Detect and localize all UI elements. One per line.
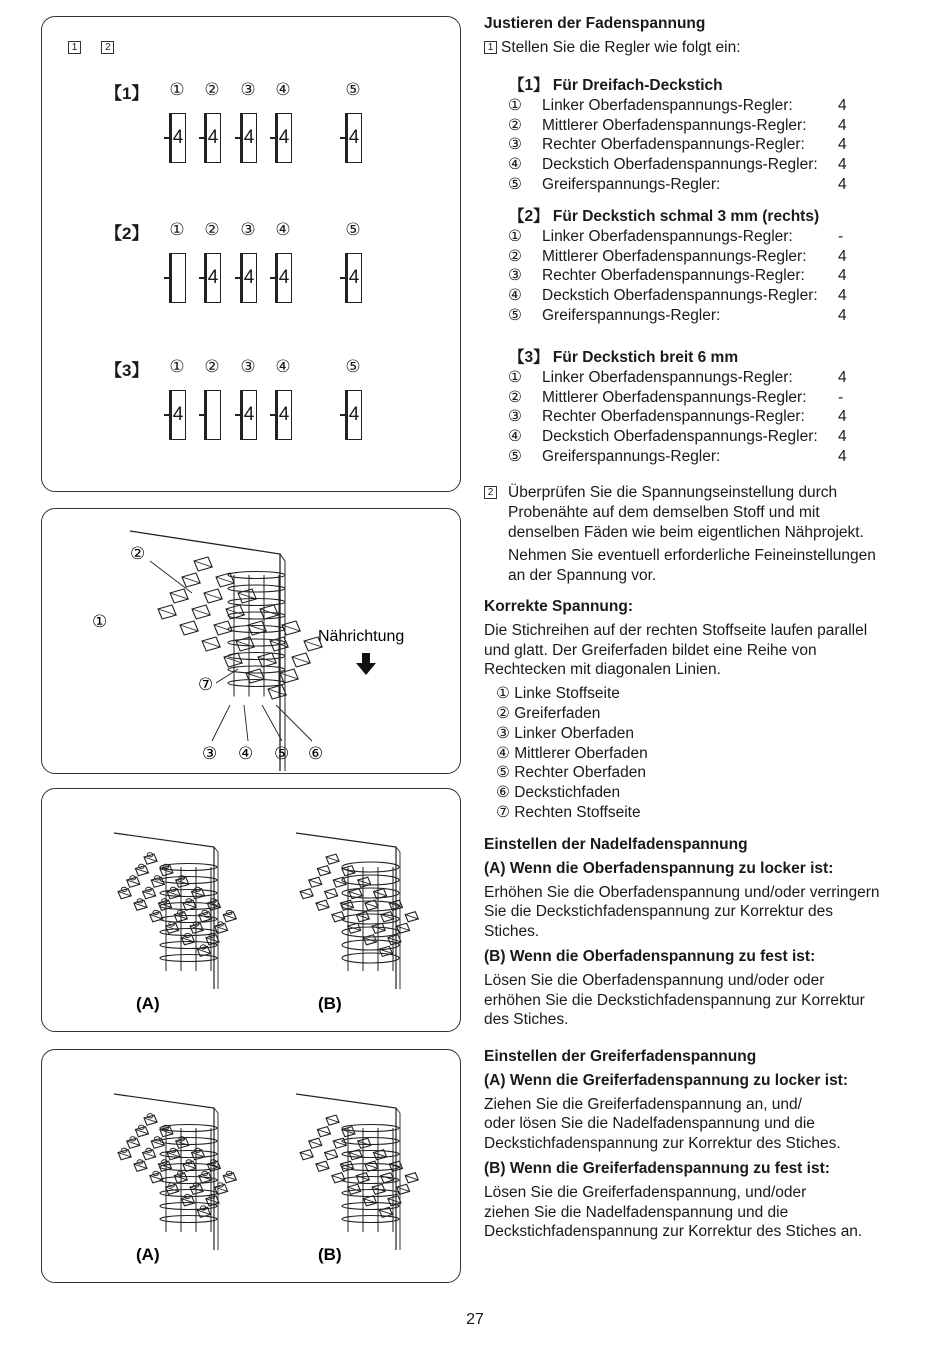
dial-value: 4 xyxy=(838,267,847,285)
needle-tension-diagrams xyxy=(42,789,461,1032)
dial-number: ① xyxy=(508,368,522,386)
stitch-diagram-panel xyxy=(41,508,461,774)
dial-setting-line xyxy=(484,427,914,447)
dial-name: Mittlerer Oberfadenspannungs-Regler: xyxy=(542,247,807,265)
dial-setting-row xyxy=(42,219,461,329)
dial-setting-line xyxy=(484,135,914,155)
step-markers xyxy=(68,39,118,57)
tension-dial xyxy=(194,79,230,163)
dial-setting-line xyxy=(484,175,914,195)
dial-window xyxy=(240,113,257,163)
looper-a-line: Deckstichfadenspannung zur Korrektur des Stiches. xyxy=(484,1135,841,1153)
correct-tension-section xyxy=(484,597,914,823)
looper-heading: Einstellen der Greiferfadenspannung xyxy=(484,1048,757,1065)
step-marker-1: 1 xyxy=(68,41,81,54)
needle-a-line: Sie die Deckstichfadenspannung zur Korrektur des xyxy=(484,903,833,921)
tension-dial xyxy=(159,356,195,440)
dial-value: 4 xyxy=(207,267,219,288)
legend-item: ⑥ Deckstichfaden xyxy=(496,784,621,802)
dial-setting-line xyxy=(484,407,914,427)
dial-indicator-mark xyxy=(235,414,241,416)
dial-indicator-mark xyxy=(164,414,170,416)
needle-b-heading: (B) Wenn die Oberfadenspannung zu fest ist: xyxy=(484,947,816,965)
dial-setting-row xyxy=(42,79,461,189)
cover-loop xyxy=(228,626,285,633)
dial-indicator-mark xyxy=(340,277,346,279)
cover-loop xyxy=(228,680,285,687)
dial-setting-line xyxy=(484,447,914,467)
step-marker-2: 2 xyxy=(101,41,114,54)
looper-tension-section xyxy=(484,1047,914,1242)
dial-name: Linker Oberfadenspannungs-Regler: xyxy=(542,227,793,245)
dial-number: ④ xyxy=(508,156,522,174)
cover-loop xyxy=(342,1216,399,1223)
looper-tension-panel xyxy=(41,1049,461,1283)
cover-loop xyxy=(228,585,285,592)
tension-dial xyxy=(335,79,371,163)
fabric-fold xyxy=(130,531,280,771)
correct-line: und glatt. Der Greiferfaden bildet eine Reihe von xyxy=(484,641,817,659)
tension-dial xyxy=(230,219,266,303)
looper-b-heading: (B) Wenn die Greiferfadenspannung zu fest ist: xyxy=(484,1159,830,1177)
dial-name: Linker Oberfadenspannungs-Regler: xyxy=(542,96,793,114)
dial-window xyxy=(345,390,362,440)
dial-name: Greiferspannungs-Regler: xyxy=(542,447,721,465)
dial-row-label: 【1】 xyxy=(105,84,149,103)
page-number: 27 xyxy=(466,1311,484,1328)
dial-value: 4 xyxy=(278,404,290,425)
dial-number: ③ xyxy=(508,267,522,285)
down-arrow-icon xyxy=(356,653,376,675)
dial-indicator-mark xyxy=(270,277,276,279)
dial-value: 4 xyxy=(243,267,255,288)
dial-name: Greiferspannungs-Regler: xyxy=(542,306,721,324)
dial-setting-line xyxy=(484,116,914,136)
cover-loop xyxy=(342,914,399,924)
dial-setting-line xyxy=(484,306,914,326)
dial-window xyxy=(275,390,292,440)
dial-value: 4 xyxy=(838,156,847,174)
looper-tension-diagrams xyxy=(42,1050,461,1283)
cover-loop xyxy=(342,888,399,898)
tension-dial xyxy=(265,219,301,303)
cover-loop xyxy=(228,572,285,579)
dial-number: ② xyxy=(508,388,522,406)
needle-tension-diagram-a xyxy=(114,833,236,989)
dial-number: ② xyxy=(204,220,220,239)
dial-value: 4 xyxy=(172,404,184,425)
needle-tension-diagram-b xyxy=(296,833,418,989)
tension-dial xyxy=(335,356,371,440)
dial-value: - xyxy=(838,388,844,406)
settings-heading: 【3】 Für Deckstich breit 6 mm xyxy=(509,349,739,366)
legend-item: ② Greiferfaden xyxy=(496,704,601,722)
looper-b-line: Deckstichfadenspannung zur Korrektur des Stiches an. xyxy=(484,1223,863,1241)
dial-number: ⑤ xyxy=(345,80,361,99)
settings-block-2 xyxy=(484,207,914,326)
dial-number: ① xyxy=(508,227,522,245)
dial-name: Deckstich Oberfadenspannungs-Regler: xyxy=(542,428,818,446)
looper-tension-diagram-b xyxy=(296,1094,418,1250)
dial-value: 4 xyxy=(838,175,847,193)
dial-name: Deckstich Oberfadenspannungs-Regler: xyxy=(542,287,818,305)
dial-number: ③ xyxy=(240,357,256,376)
dial-indicator-mark xyxy=(199,277,205,279)
legend-item: ① Linke Stoffseite xyxy=(496,685,620,703)
fabric-fold xyxy=(296,1094,396,1250)
needle-label-a: (A) xyxy=(136,994,160,1013)
dial-value: 4 xyxy=(838,306,847,324)
dial-setting-line xyxy=(484,286,914,306)
dial-setting-line xyxy=(484,227,914,247)
instructions-column xyxy=(484,14,914,58)
dial-number: ④ xyxy=(275,357,291,376)
dial-setting-line xyxy=(484,96,914,116)
looper-label-a: (A) xyxy=(136,1245,160,1264)
dial-indicator-mark xyxy=(270,414,276,416)
dial-number: ⑤ xyxy=(345,220,361,239)
cover-loop xyxy=(228,599,285,606)
fabric-fold xyxy=(114,833,214,989)
dial-window xyxy=(345,113,362,163)
dial-value: 4 xyxy=(278,127,290,148)
looper-label-b: (B) xyxy=(318,1245,342,1264)
dial-number: ② xyxy=(508,116,522,134)
dial-number: ③ xyxy=(240,80,256,99)
dial-number: ④ xyxy=(275,220,291,239)
dial-row-label: 【2】 xyxy=(105,224,149,243)
needle-a-line: Erhöhen Sie die Oberfadenspannung und/oder verringern xyxy=(484,883,880,901)
dial-window xyxy=(275,113,292,163)
dial-name: Mittlerer Oberfadenspannungs-Regler: xyxy=(542,116,807,134)
dial-window xyxy=(345,253,362,303)
dial-number: ② xyxy=(204,357,220,376)
cover-loop xyxy=(228,653,285,660)
dial-window xyxy=(240,253,257,303)
settings-block-1 xyxy=(484,76,914,195)
dial-row-label: 【3】 xyxy=(105,361,149,380)
looper-a-line: Ziehen Sie die Greiferfadenspannung an, und/ xyxy=(484,1095,802,1113)
step-2 xyxy=(484,483,914,586)
dial-window xyxy=(240,390,257,440)
needle-b-line: erhöhen Sie die Deckstichfadenspannung zur Korrektur xyxy=(484,991,865,1009)
tension-dial xyxy=(230,356,266,440)
cover-loop xyxy=(342,1151,399,1158)
dial-value: - xyxy=(838,227,844,245)
cover-loop xyxy=(160,955,217,962)
dial-value: 4 xyxy=(838,428,847,446)
dial-number: ① xyxy=(169,220,185,239)
dial-name: Rechter Oberfadenspannungs-Regler: xyxy=(542,267,805,285)
dial-indicator-mark xyxy=(164,137,170,139)
settings-heading: 【2】 Für Deckstich schmal 3 mm (rechts) xyxy=(509,208,820,225)
cover-loop xyxy=(342,1125,399,1132)
step-2-line: denselben Fäden wie beim eigentlichen Nähprojekt. xyxy=(508,523,864,541)
dial-number: ③ xyxy=(240,220,256,239)
tension-dial xyxy=(230,79,266,163)
needle-a-line: Stiches. xyxy=(484,923,540,941)
tension-dial xyxy=(335,219,371,303)
dial-setting-line xyxy=(484,388,914,408)
dial-number: ① xyxy=(169,80,185,99)
tension-dial xyxy=(159,219,195,303)
dial-setting-row xyxy=(42,356,461,466)
dial-number: ④ xyxy=(508,428,522,446)
tension-dial xyxy=(159,79,195,163)
dial-number: ⑤ xyxy=(345,357,361,376)
section-title: Justieren der Fadenspannung xyxy=(484,15,706,32)
callout-3: ③ xyxy=(202,744,218,763)
dial-indicator-mark xyxy=(270,137,276,139)
looper-b-line: Lösen Sie die Greiferfadenspannung, und/oder xyxy=(484,1183,807,1201)
needle-tension-section xyxy=(484,835,914,1030)
legend-item: ④ Mittlerer Oberfaden xyxy=(496,744,648,762)
dial-value: 4 xyxy=(348,127,360,148)
dial-value: 4 xyxy=(243,127,255,148)
dial-name: Mittlerer Oberfadenspannungs-Regler: xyxy=(542,388,807,406)
sewing-direction-label: Nährichtung xyxy=(318,628,405,645)
dial-value: 4 xyxy=(838,287,847,305)
legend-item: ⑦ Rechten Stoffseite xyxy=(496,803,641,821)
dial-name: Rechter Oberfadenspannungs-Regler: xyxy=(542,408,805,426)
step-1-text: Stellen Sie die Regler wie folgt ein: xyxy=(501,38,741,56)
step-1-marker: 1 xyxy=(484,41,497,54)
dial-value: 4 xyxy=(207,127,219,148)
callout-6: ⑥ xyxy=(308,744,324,763)
cover-loop xyxy=(160,1151,217,1158)
dial-name: Rechter Oberfadenspannungs-Regler: xyxy=(542,136,805,154)
settings-heading: 【1】 Für Dreifach-Deckstich xyxy=(509,77,723,94)
dial-window xyxy=(169,253,186,303)
needle-label-b: (B) xyxy=(318,994,342,1013)
dial-number: ④ xyxy=(508,287,522,305)
callout-4: ④ xyxy=(238,744,254,763)
dial-number: ⑤ xyxy=(508,175,522,193)
tension-dial xyxy=(265,79,301,163)
dial-settings-panel xyxy=(41,16,461,492)
coverstitch-diagram xyxy=(42,509,461,774)
needle-b-line: Lösen Sie die Oberfadenspannung und/oder oder xyxy=(484,971,825,989)
dial-value: 4 xyxy=(838,447,847,465)
dial-setting-line xyxy=(484,155,914,175)
step-2-note: an der Spannung vor. xyxy=(508,567,657,585)
needle-tension-panel xyxy=(41,788,461,1032)
dial-number: ⑤ xyxy=(508,447,522,465)
dial-indicator-mark xyxy=(340,137,346,139)
cover-loop xyxy=(342,1177,399,1184)
step-2-line: Überprüfen Sie die Spannungseinstellung durch xyxy=(508,484,838,501)
dial-indicator-mark xyxy=(164,277,170,279)
dial-number: ③ xyxy=(508,408,522,426)
settings-block-3 xyxy=(484,348,914,467)
cover-loop xyxy=(342,862,399,872)
dial-value: 4 xyxy=(838,96,847,114)
dial-window xyxy=(169,390,186,440)
dial-number: ② xyxy=(508,247,522,265)
callout-1: ① xyxy=(92,612,108,631)
dial-setting-line xyxy=(484,368,914,388)
legend-item: ③ Linker Oberfaden xyxy=(496,724,634,742)
correct-line: Rechtecken mit diagonalen Linien. xyxy=(484,661,721,679)
callout-2: ② xyxy=(130,544,146,563)
tension-dial xyxy=(194,219,230,303)
dial-value: 4 xyxy=(278,267,290,288)
looper-a-heading: (A) Wenn die Greiferfadenspannung zu locker ist: xyxy=(484,1071,849,1089)
dial-value: 4 xyxy=(348,267,360,288)
dial-number: ⑤ xyxy=(508,306,522,324)
dial-name: Greiferspannungs-Regler: xyxy=(542,175,721,193)
correct-line: Die Stichreihen auf der rechten Stoffseite laufen parallel xyxy=(484,621,868,639)
tension-dial xyxy=(265,356,301,440)
dial-window xyxy=(204,390,221,440)
legend-item: ⑤ Rechter Oberfaden xyxy=(496,764,647,782)
dial-indicator-mark xyxy=(199,414,205,416)
needle-b-line: des Stiches. xyxy=(484,1011,569,1029)
cover-loop xyxy=(160,1216,217,1223)
dial-name: Linker Oberfadenspannungs-Regler: xyxy=(542,368,793,386)
dial-value: 4 xyxy=(348,404,360,425)
fabric-fold xyxy=(114,1094,214,1250)
dial-number: ② xyxy=(204,80,220,99)
cover-loop xyxy=(160,890,217,897)
dial-window xyxy=(169,113,186,163)
dial-window xyxy=(204,113,221,163)
dial-value: 4 xyxy=(838,408,847,426)
step-1 xyxy=(484,38,914,58)
dial-number: ① xyxy=(508,96,522,114)
dial-setting-line xyxy=(484,266,914,286)
step-2-note: Nehmen Sie eventuell erforderliche Feineinstellungen xyxy=(508,547,876,565)
tension-dial xyxy=(194,356,230,440)
needle-heading: Einstellen der Nadelfadenspannung xyxy=(484,836,748,853)
dial-value: 4 xyxy=(838,116,847,134)
dial-value: 4 xyxy=(172,127,184,148)
cover-loop xyxy=(160,1177,217,1184)
step-2-marker: 2 xyxy=(484,486,497,499)
dial-window xyxy=(204,253,221,303)
cover-loop xyxy=(160,916,217,923)
looper-a-line: oder lösen Sie die Nadelfadenspannung und die xyxy=(484,1115,815,1133)
cover-loop xyxy=(342,953,399,963)
dial-indicator-mark xyxy=(235,137,241,139)
dial-setting-line xyxy=(484,247,914,267)
dial-window xyxy=(275,253,292,303)
dial-value: 4 xyxy=(243,404,255,425)
dial-indicator-mark xyxy=(235,277,241,279)
dial-value: 4 xyxy=(838,136,847,154)
callout-5: ⑤ xyxy=(274,744,290,763)
dial-value: 4 xyxy=(838,247,847,265)
dial-number: ④ xyxy=(275,80,291,99)
dial-value: 4 xyxy=(838,368,847,386)
dial-number: ③ xyxy=(508,136,522,154)
correct-heading: Korrekte Spannung: xyxy=(484,598,633,615)
dial-number: ① xyxy=(169,357,185,376)
dial-name: Deckstich Oberfadenspannungs-Regler: xyxy=(542,156,818,174)
step-2-line: Probenähte auf dem demselben Stoff und mit xyxy=(508,503,820,521)
dial-indicator-mark xyxy=(199,137,205,139)
needle-a-heading: (A) Wenn die Oberfadenspannung zu locker ist: xyxy=(484,859,834,877)
callout-7: ⑦ xyxy=(198,675,214,694)
dial-indicator-mark xyxy=(340,414,346,416)
looper-tension-diagram-a xyxy=(114,1094,236,1250)
looper-b-line: ziehen Sie die Nadelfadenspannung und die xyxy=(484,1203,789,1221)
